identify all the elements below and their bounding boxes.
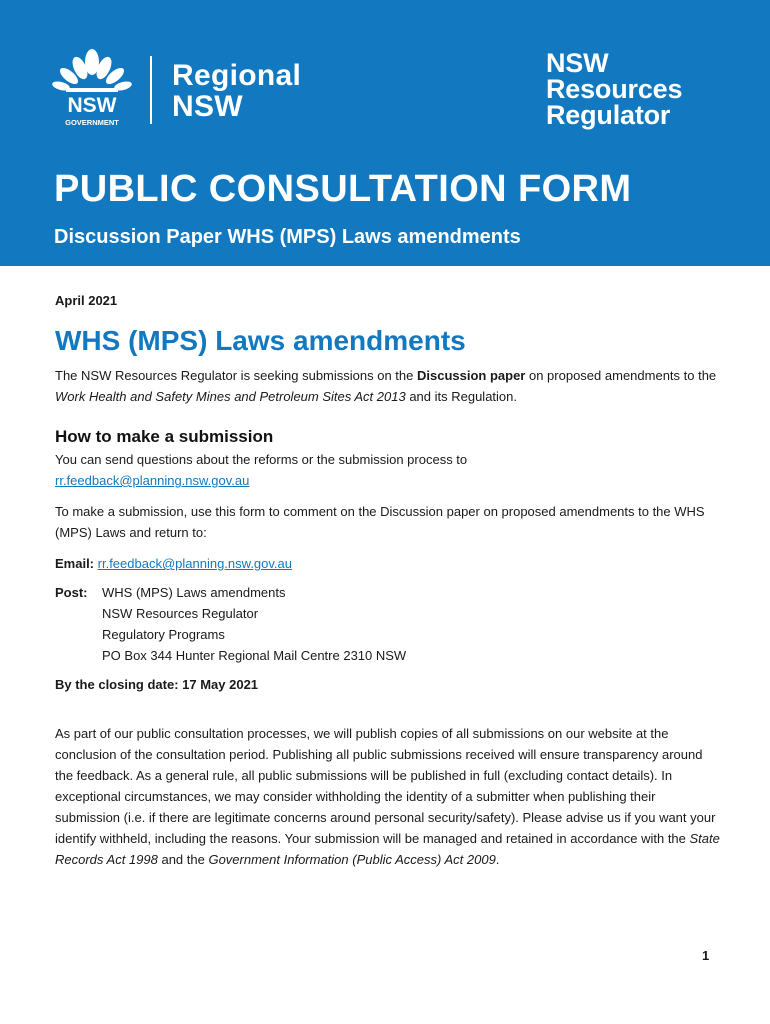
post-label: Post: (55, 585, 88, 600)
state-records-act-italic: State Records Act 1998 (55, 831, 720, 867)
logo-divider (150, 56, 152, 124)
post-line: WHS (MPS) Laws amendments (102, 585, 286, 600)
form-instruction-paragraph: To make a submission, use this form to comment on the Discussion paper on proposed amendments to the WHS (MPS) Laws and return to: (55, 504, 705, 540)
consultation-text-2: and the (157, 852, 209, 867)
consultation-text-1: As part of our public consultation processes, we will publish copies of all submissions on our website at the conclusion of the consultation period. Publishing all public submissions received will ensure transparency around the feedback. As a general rule, all public submissions will be published in full (excluding contact details). In exceptional circumstances, we may consider withholding the identity of a submitter when publishing their submission (i.e. if there are legitimate concerns around personal security/safety). Please advise us if you want your identify withheld, including the reasons. Your submission will be managed and retained in accordance with the (55, 726, 716, 846)
post-line: Regulatory Programs (102, 627, 225, 642)
header-banner (0, 0, 770, 266)
nsw-waratah-icon (52, 46, 132, 130)
post-line: NSW Resources Regulator (102, 606, 259, 621)
email-row (55, 553, 720, 574)
form-title: PUBLIC CONSULTATION FORM (54, 168, 632, 210)
nsw-government-logo (52, 46, 132, 130)
questions-text: You can send questions about the reforms or the submission process to (55, 452, 468, 467)
page-heading: WHS (MPS) Laws amendments (55, 325, 466, 356)
document-body (55, 290, 720, 870)
closing-date: By the closing date: 17 May 2021 (55, 677, 259, 692)
document-date: April 2021 (55, 293, 118, 308)
regional-line-2: NSW (172, 90, 243, 123)
regulator-line-1: NSW (546, 48, 609, 78)
page-number: 1 (702, 948, 710, 963)
gipa-act-italic: Government Information (Public Access) Act 2009 (208, 852, 496, 867)
post-line: PO Box 344 Hunter Regional Mail Centre 2310 NSW (102, 648, 407, 663)
submission-email-link[interactable]: rr.feedback@planning.nsw.gov.au (97, 556, 292, 571)
intro-text-2: on proposed amendments to the (525, 368, 717, 383)
how-to-submit-heading: How to make a submission (55, 427, 274, 446)
resources-regulator-logo (546, 50, 682, 128)
intro-text-3: and its Regulation. (405, 389, 517, 404)
intro-paragraph (55, 365, 720, 407)
feedback-email-link[interactable]: rr.feedback@planning.nsw.gov.au (55, 473, 250, 488)
consultation-text-3: . (495, 852, 500, 867)
government-wordmark: GOVERNMENT (65, 118, 119, 127)
intro-text-1: The NSW Resources Regulator is seeking submissions on the (55, 368, 417, 383)
regional-line-1: Regional (172, 59, 302, 92)
regulator-line-3: Regulator (546, 100, 671, 130)
questions-paragraph (55, 449, 720, 491)
email-label: Email: (55, 556, 95, 571)
regional-nsw-logo (172, 60, 301, 122)
consultation-paragraph (55, 723, 720, 870)
act-title-italic: Work Health and Safety Mines and Petroleum Sites Act 2013 (55, 389, 406, 404)
post-address (102, 582, 406, 666)
nsw-wordmark: NSW (67, 94, 117, 117)
regulator-line-2: Resources (546, 74, 683, 104)
form-subtitle: Discussion Paper WHS (MPS) Laws amendments (54, 226, 521, 248)
discussion-paper-bold: Discussion paper (417, 368, 526, 383)
post-address-row (55, 582, 720, 666)
